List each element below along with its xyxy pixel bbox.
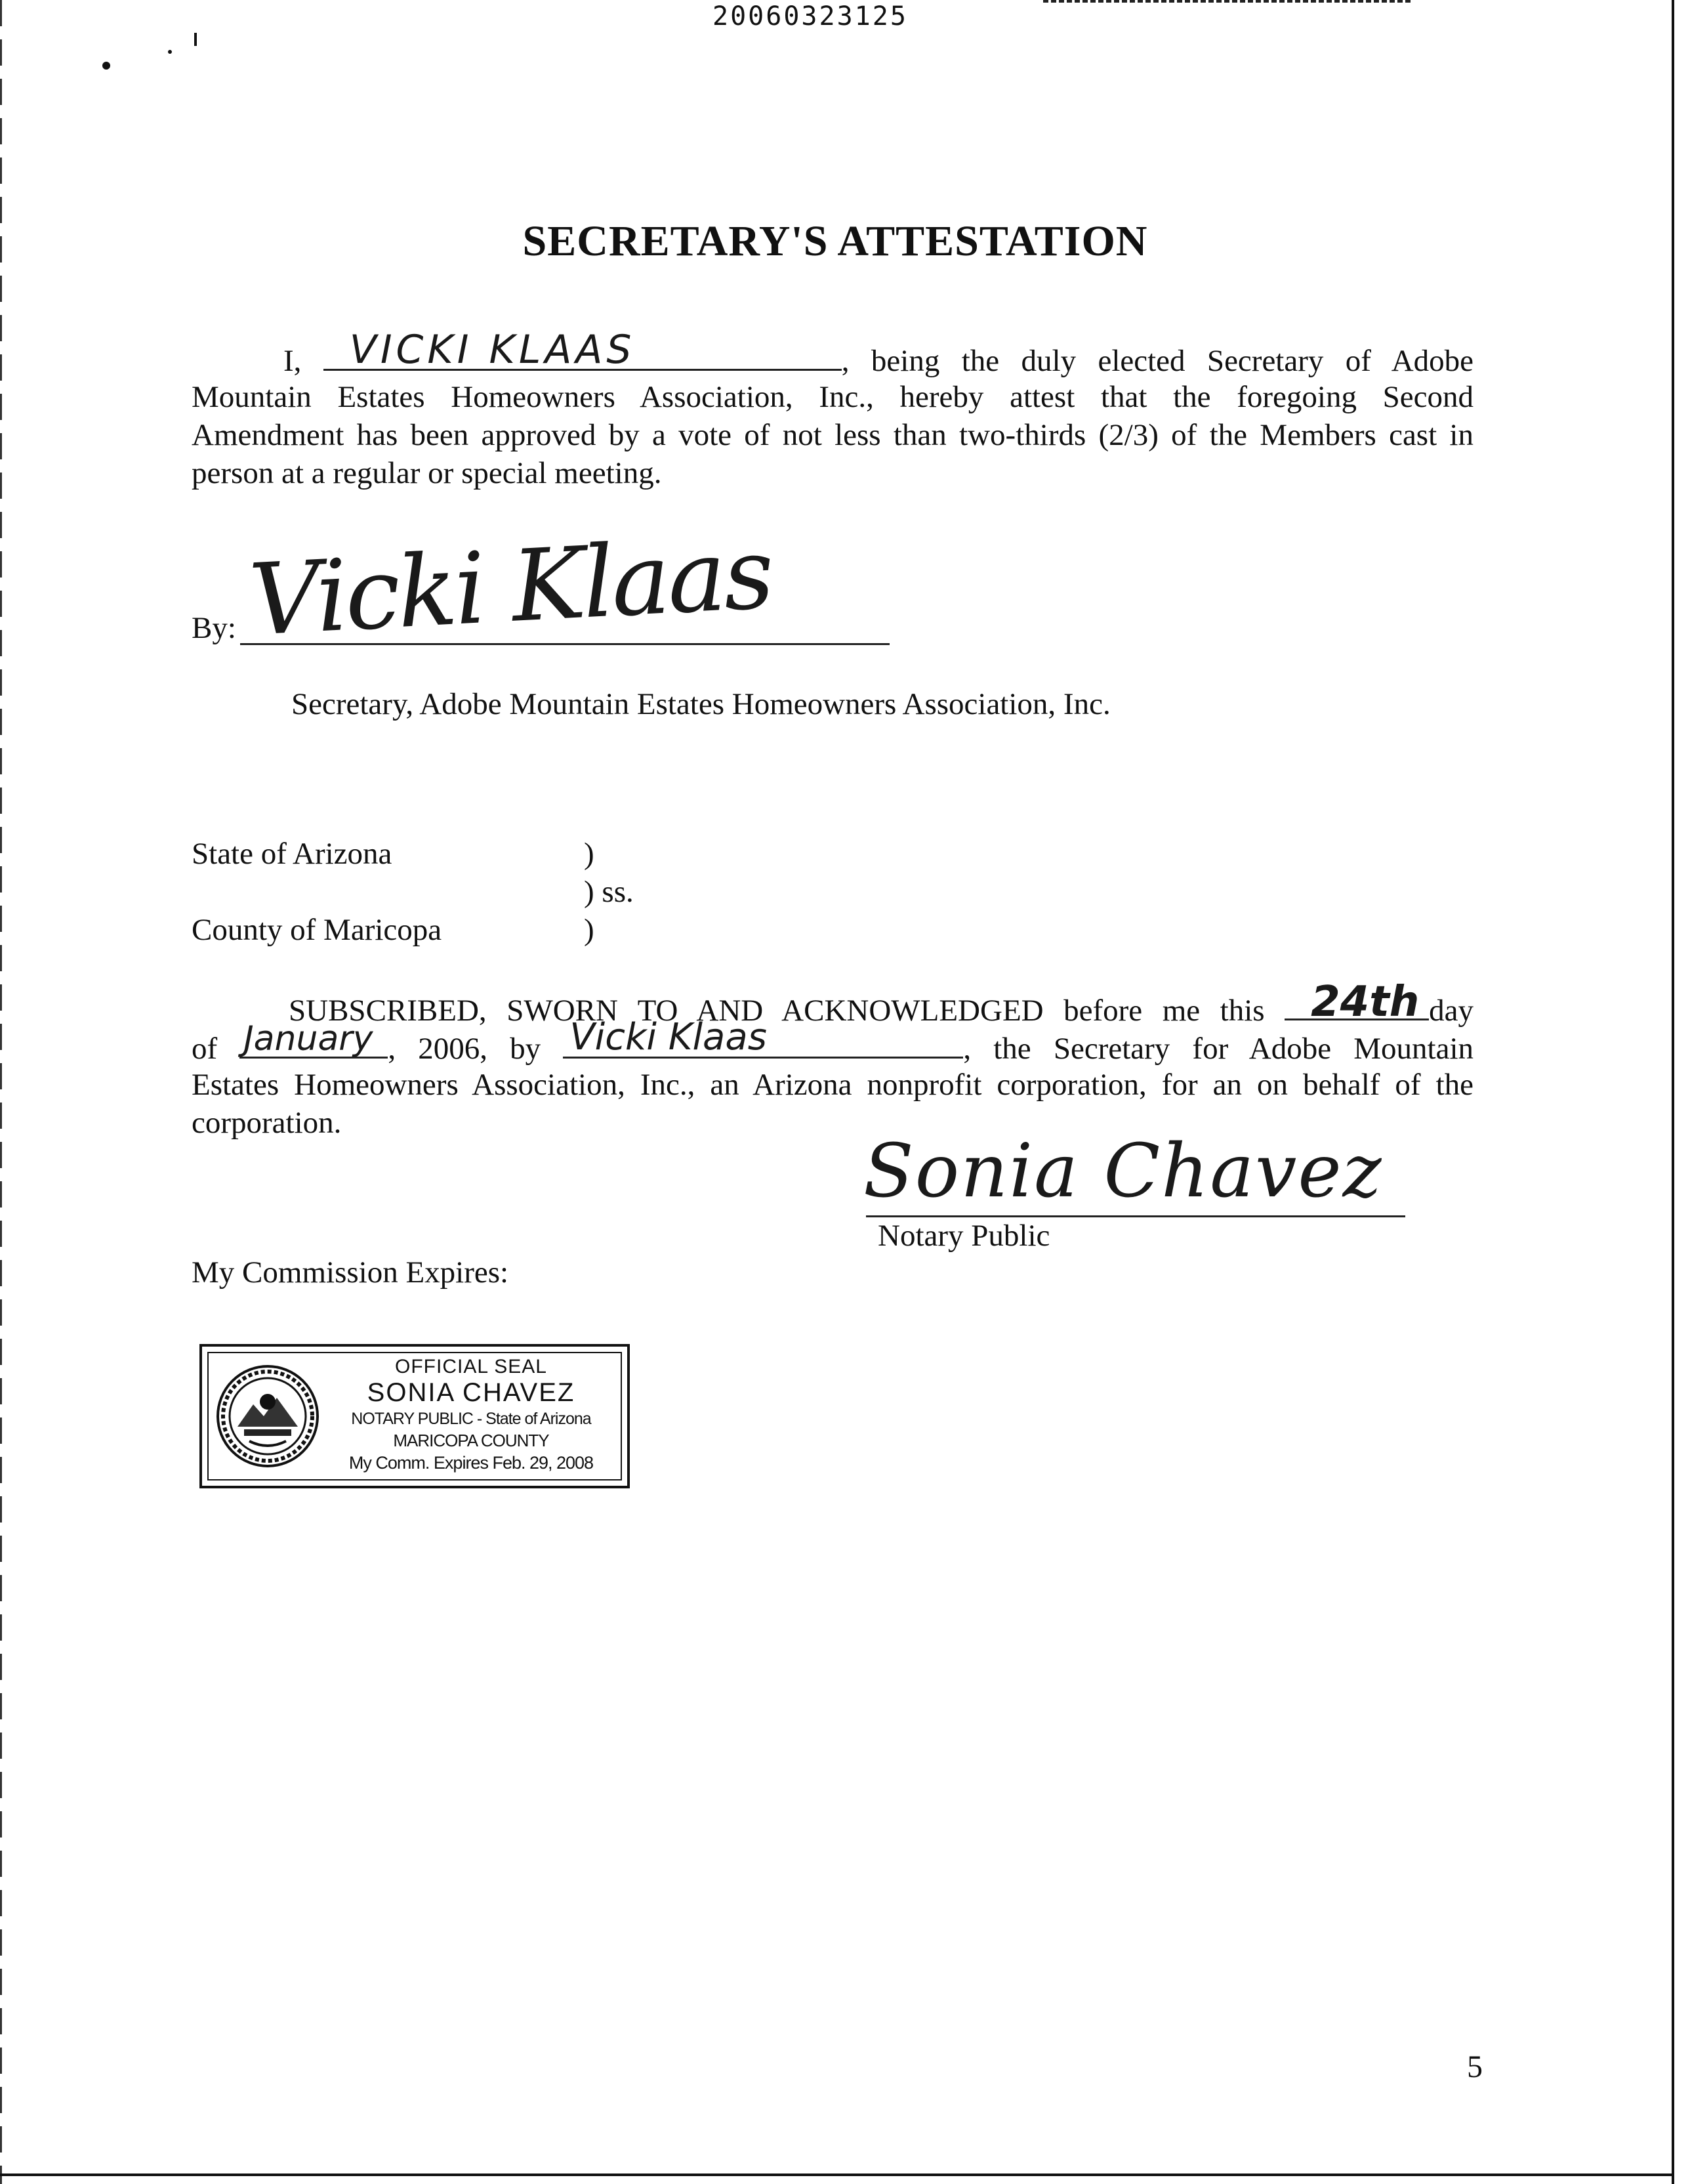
by-label: By: (192, 611, 236, 645)
secretary-name-blank (323, 327, 842, 373)
ack-line-1-text: SUBSCRIBED, SWORN TO AND ACKNOWLEDGED before me this (289, 994, 1265, 1028)
ack-line-2-rest: , the Secretary for Adobe Mountain (963, 1032, 1474, 1066)
secretary-name-handwritten: VICKI KLAAS (349, 327, 636, 373)
ack-line-2 (192, 1016, 1474, 1068)
scan-edge-left (0, 0, 2, 2184)
ack-day-handwritten: 24th (1311, 978, 1420, 1026)
seal-line-2: SONIA CHAVEZ (367, 1378, 575, 1407)
ack-line-3: Estates Homeowners Association, Inc., an Arizona nonprofit corporation, for an on behalf of the (192, 1068, 1474, 1102)
ack-day-blank (1285, 978, 1429, 1026)
scan-speck (194, 33, 197, 46)
intro-line-1-rest: , being the duly elected Secretary of Adobe (841, 344, 1474, 378)
scan-edge-bottom (0, 2174, 1674, 2176)
venue-ss: ) ss. (584, 875, 634, 909)
ack-of-label: of (192, 1032, 218, 1066)
notary-label: Notary Public (878, 1219, 1050, 1253)
seal-line-5: My Comm. Expires Feb. 29, 2008 (348, 1453, 594, 1473)
ack-line-1 (192, 978, 1474, 1030)
page-title: SECRETARY'S ATTESTATION (522, 217, 1148, 265)
notary-signature: Sonia Chavez (863, 1129, 1383, 1214)
recording-number: 20060323125 (712, 1, 908, 32)
arizona-state-seal-icon (215, 1364, 320, 1469)
scan-speck (102, 62, 110, 70)
intro-line-2: Mountain Estates Homeowners Association, Inc., hereby attest that the foregoing Second (192, 380, 1474, 414)
intro-prefix: I, (283, 344, 302, 378)
notary-seal (199, 1344, 630, 1488)
ack-name-handwritten: Vicki Klaas (569, 1016, 767, 1059)
ack-name-blank (563, 1016, 963, 1059)
ack-line-4: corporation. (192, 1106, 342, 1140)
seal-line-1: OFFICIAL SEAL (395, 1356, 547, 1377)
page-number: 5 (1467, 2049, 1483, 2084)
ack-day-label: day (1429, 994, 1474, 1028)
intro-line-4: person at a regular or special meeting. (192, 456, 662, 490)
ack-month-blank (239, 1019, 388, 1059)
secretary-caption: Secretary, Adobe Mountain Estates Homeowners Association, Inc. (291, 687, 1111, 721)
intro-line-3: Amendment has been approved by a vote of not less than two-thirds (2/3) of the Members cast in (192, 418, 1474, 452)
intro-line-1 (192, 327, 1474, 380)
venue-county: County of Maricopa (192, 913, 442, 947)
top-dash-mark (1043, 0, 1411, 3)
ack-month-handwritten: January (243, 1019, 373, 1059)
seal-line-4: MARICOPA COUNTY (393, 1431, 549, 1450)
venue-paren-bottom: ) (584, 913, 594, 947)
commission-label: My Commission Expires: (192, 1255, 509, 1290)
ack-year-text: , 2006, by (388, 1032, 541, 1066)
secretary-signature: Vicki Klaas (246, 516, 775, 658)
seal-line-3: NOTARY PUBLIC - State of Arizona (351, 1410, 591, 1428)
scan-edge-right (1672, 0, 1674, 2184)
scan-speck (168, 50, 172, 54)
venue-paren-top: ) (584, 837, 594, 871)
venue-state: State of Arizona (192, 837, 392, 871)
